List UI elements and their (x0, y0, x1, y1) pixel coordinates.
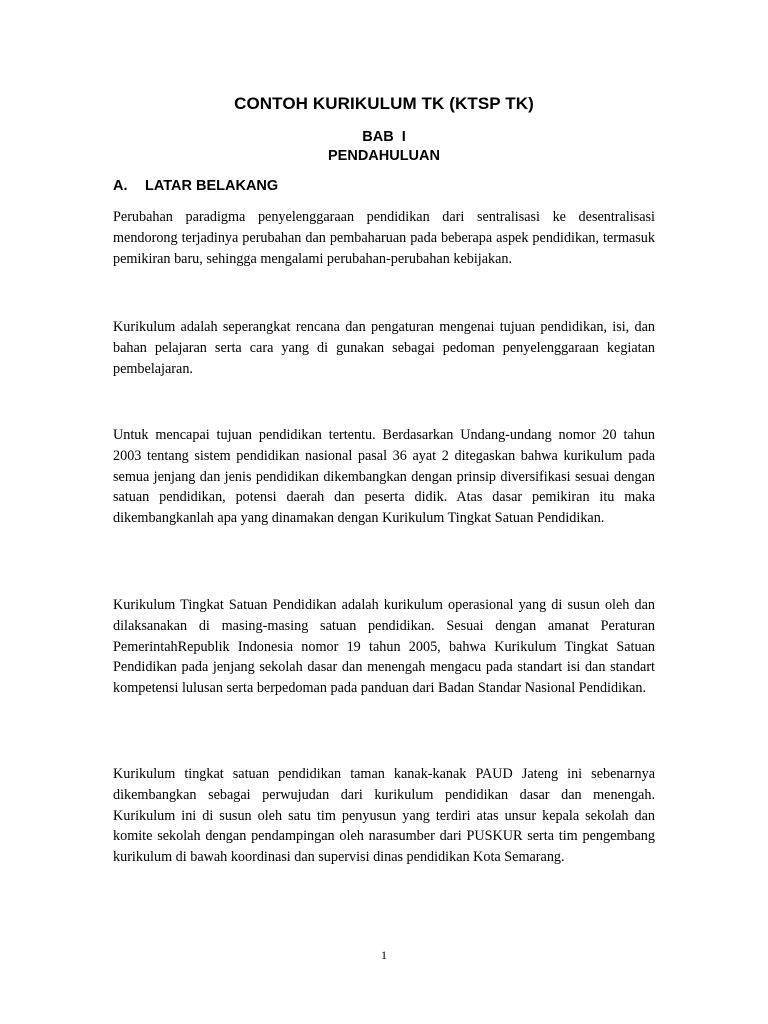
document-title: CONTOH KURIKULUM TK (KTSP TK) (234, 94, 534, 113)
paragraph: Perubahan paradigma penyelenggaraan pendidikan dari sentralisasi ke desentralisasi mendorong terjadinya perubahan dan pembaharuan pada beberapa aspek pendidikan, termasuk pemikiran baru, sehingga mengalami perubahan-perubahan kebijakan. (113, 209, 655, 267)
section-letter: A. (113, 178, 128, 194)
section-heading (113, 178, 278, 194)
chapter-heading (0, 128, 768, 166)
paragraph: Kurikulum adalah seperangkat rencana dan pengaturan mengenai tujuan pendidikan, isi, dan bahan pelajaran serta cara yang di gunakan sebagai pedoman penyelenggaraan kegiatan pembelajaran. (113, 319, 655, 377)
chapter-number: BAB I (362, 129, 406, 145)
page-number: 1 (381, 948, 387, 962)
paragraph: Untuk mencapai tujuan pendidikan tertentu. Berdasarkan Undang-undang nomor 20 tahun 2003 tentang sistem pendidikan nasional pasal 36 ayat 2 ditegaskan bahwa kurikulum pada semua jenjang dan jenis pendidikan dikembangkan dengan prinsip diversifikasi sesuai dengan satuan pendidikan, potensi daerah dan peserta didik. Atas dasar pemikiran itu maka dikembangkanlah apa yang dinamakan dengan Kurikulum Tingkat Satuan Pendidikan. (113, 427, 655, 527)
paragraph: Kurikulum tingkat satuan pendidikan taman kanak-kanak PAUD Jateng ini sebenarnya dikembangkan sebagai perwujudan dari kurikulum pendidikan dasar dan menengah. Kurikulum ini di susun oleh satu tim penyusun yang terdiri atas unsur kepala sekolah dan komite sekolah dengan pendampingan oleh narasumber dari PUSKUR serta tim pengembang kurikulum di bawah koordinasi dan supervisi dinas pendidikan Kota Semarang. (113, 766, 655, 866)
chapter-title: PENDAHULUAN (328, 148, 440, 164)
paragraph: Kurikulum Tingkat Satuan Pendidikan adalah kurikulum operasional yang di susun oleh dan dilaksanakan di masing-masing satuan pendidikan. Sesuai dengan amanat Peraturan PemerintahRepublik Indonesia nomor 19 tahun 2005, bahwa Kurikulum Tingkat Satuan Pendidikan pada jenjang sekolah dasar dan menengah mengacu pada standart isi dan standart kompetensi lulusan serta berpedoman pada panduan dari Badan Standar Nasional Pendidikan. (113, 597, 655, 697)
section-title: LATAR BELAKANG (145, 178, 279, 194)
